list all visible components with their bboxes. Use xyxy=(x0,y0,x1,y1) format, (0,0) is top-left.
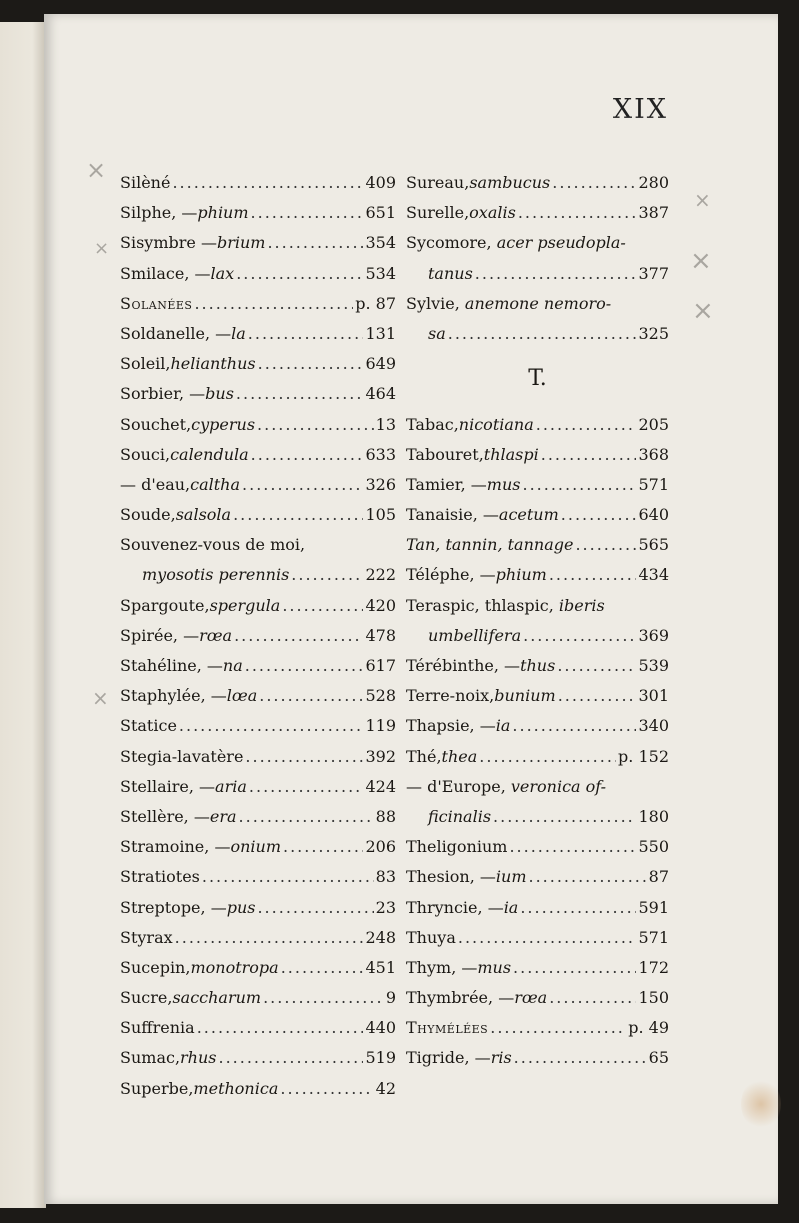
entry-page-ref: 119 xyxy=(365,716,396,736)
entry-latin-name: salsola xyxy=(175,505,232,525)
entry-page-ref: 519 xyxy=(365,1048,396,1068)
leader-dots xyxy=(281,953,364,983)
entry-latin-name: phium xyxy=(495,565,547,585)
entry-page-ref: 528 xyxy=(365,686,396,706)
entry-page-ref: 9 xyxy=(385,988,396,1008)
leader-dots xyxy=(283,832,363,862)
entry-term: Soldanelle, — xyxy=(120,323,232,343)
leader-dots xyxy=(475,259,637,289)
entry-term: Smilace, — xyxy=(120,263,211,283)
entry-latin-name: umbellifera xyxy=(428,625,522,645)
entry-page-ref: 392 xyxy=(365,746,396,766)
leader-dots xyxy=(236,379,364,409)
index-entry xyxy=(120,198,396,228)
entry-term: Spirée, — xyxy=(120,625,200,645)
entry-page-ref: 180 xyxy=(638,806,669,826)
entry-term: Tamier, — xyxy=(406,474,487,494)
entry-term: Souvenez-vous de moi, xyxy=(120,535,306,555)
entry-page-ref: 464 xyxy=(365,384,396,404)
entry-latin-name: acetum xyxy=(498,505,559,525)
entry-page-ref: 617 xyxy=(365,656,396,675)
index-entry xyxy=(120,530,396,560)
entry-term: — d'eau, xyxy=(120,474,191,494)
entry-page-ref: 424 xyxy=(365,776,396,796)
index-entry xyxy=(120,319,396,349)
entry-term: Silèné xyxy=(120,173,171,192)
leader-dots xyxy=(282,591,363,621)
leader-dots xyxy=(552,168,636,198)
entry-term: Thapsie, — xyxy=(406,716,496,736)
entry-page-ref: 368 xyxy=(638,444,669,464)
index-entry xyxy=(120,742,396,772)
entry-latin-name: mus xyxy=(486,474,521,494)
entry-latin-name: acer pseudopla- xyxy=(496,233,626,253)
index-entry xyxy=(406,923,669,953)
index-entry xyxy=(120,862,396,892)
entry-page-ref: 172 xyxy=(638,957,669,977)
entry-page-ref: 206 xyxy=(365,837,396,857)
entry-page-ref: 301 xyxy=(638,686,669,706)
entry-latin-name: era xyxy=(209,806,237,826)
index-entry xyxy=(406,681,669,711)
entry-term: Sumac, xyxy=(120,1048,181,1068)
leader-dots xyxy=(248,319,364,349)
leader-dots xyxy=(257,410,374,440)
entry-term: Stellère, — xyxy=(120,806,210,826)
pencil-cross-mark: × xyxy=(94,238,110,259)
index-entry xyxy=(120,923,396,953)
leader-dots xyxy=(257,893,373,923)
leader-dots xyxy=(251,440,364,470)
index-entry xyxy=(406,1043,669,1073)
index-entry xyxy=(120,1043,396,1073)
index-entry xyxy=(406,500,669,530)
index-entry xyxy=(120,651,396,681)
entry-term: Staphylée, — xyxy=(120,686,227,706)
index-entry xyxy=(120,168,396,198)
leader-dots xyxy=(536,410,637,440)
entry-page-ref: 434 xyxy=(638,565,669,585)
leader-dots xyxy=(219,1043,364,1073)
entry-page-ref: 131 xyxy=(365,323,396,343)
entry-latin-name: ficinalis xyxy=(428,806,492,826)
leader-dots xyxy=(245,742,363,772)
index-entry xyxy=(406,651,669,681)
entry-latin-name: rœa xyxy=(199,625,233,645)
entry-term: Thuya xyxy=(406,927,456,947)
entry-page-ref: 369 xyxy=(638,625,669,645)
entry-term: Téléphe, — xyxy=(406,565,496,585)
index-entry xyxy=(406,893,669,923)
entry-page-ref: 65 xyxy=(648,1048,669,1068)
entry-term: Stratiotes xyxy=(120,867,200,887)
leader-dots xyxy=(549,983,636,1013)
leader-dots xyxy=(558,681,637,711)
leader-dots xyxy=(490,1013,626,1043)
index-column-left xyxy=(120,168,396,1104)
leader-dots xyxy=(528,862,646,892)
index-entry xyxy=(406,983,669,1013)
leader-dots xyxy=(479,742,616,772)
leader-dots xyxy=(249,772,364,802)
index-entry xyxy=(120,591,396,621)
entry-page-ref: 633 xyxy=(365,444,396,464)
leader-dots xyxy=(458,923,637,953)
entry-page-ref: 420 xyxy=(365,595,396,615)
leader-dots xyxy=(251,198,364,228)
entry-term: Thymbrée, — xyxy=(406,988,515,1008)
entry-latin-name: helianthus xyxy=(170,354,256,374)
entry-term: Tabouret, xyxy=(406,444,484,464)
leader-dots xyxy=(520,893,636,923)
index-entry xyxy=(120,410,396,440)
paper-stain xyxy=(741,1078,781,1130)
index-entry xyxy=(406,410,669,440)
entry-term: Sycomore, xyxy=(406,233,497,253)
page-number: XIX xyxy=(612,94,668,125)
index-entry xyxy=(406,591,669,621)
entry-latin-name: bunium xyxy=(494,686,556,706)
entry-latin-name: ia xyxy=(503,897,519,917)
entry-page-ref: 591 xyxy=(638,897,669,917)
entry-latin-name: ium xyxy=(495,867,527,887)
index-entry xyxy=(406,440,669,470)
index-entry xyxy=(120,259,396,289)
entry-latin-name: monotropa xyxy=(190,957,279,977)
index-entry xyxy=(406,621,669,651)
index-entry xyxy=(120,953,396,983)
entry-term: Teraspic, thlaspic, xyxy=(406,595,559,615)
index-entry xyxy=(120,1013,396,1043)
entry-term: Tabac, xyxy=(406,414,459,434)
index-entry xyxy=(120,802,396,832)
entry-page-ref: 539 xyxy=(638,656,669,676)
pencil-cross-mark: × xyxy=(692,296,714,326)
index-entry xyxy=(120,893,396,923)
entry-term: Sorbier, — xyxy=(120,384,206,404)
entry-latin-name: aria xyxy=(215,776,247,796)
entry-term: Stahéline, — xyxy=(120,656,223,675)
entry-term: Sucepin, xyxy=(120,957,191,977)
entry-latin-name: veronica of- xyxy=(510,776,607,796)
entry-page-ref: 640 xyxy=(638,505,669,525)
entry-page-ref: 534 xyxy=(365,263,396,283)
entry-page-ref: 222 xyxy=(365,565,396,585)
entry-term: Silphe, — xyxy=(120,203,198,223)
entry-term: Solanées xyxy=(120,293,193,313)
entry-latin-name: oxalis xyxy=(469,203,516,223)
entry-page-ref: 387 xyxy=(638,203,669,223)
entry-page-ref: 83 xyxy=(375,867,396,887)
entry-latin-name: la xyxy=(231,323,246,343)
index-entry xyxy=(406,560,669,590)
entry-term: Styrax xyxy=(120,927,173,947)
index-entry xyxy=(120,832,396,862)
leader-dots xyxy=(236,259,363,289)
entry-page-ref: 23 xyxy=(375,897,396,917)
index-entry xyxy=(120,500,396,530)
index-entry xyxy=(120,379,396,409)
entry-term: Tigride, — xyxy=(406,1048,491,1068)
entry-term: Streptope, — xyxy=(120,897,227,917)
pencil-cross-mark: × xyxy=(690,246,712,276)
entry-page-ref: 651 xyxy=(365,203,396,223)
entry-latin-name: cyperus xyxy=(191,414,256,434)
entry-term: Stellaire, — xyxy=(120,776,216,796)
index-entry xyxy=(406,772,669,802)
index-entry xyxy=(406,530,669,560)
entry-page-ref: 105 xyxy=(365,505,396,525)
entry-page-ref: 326 xyxy=(365,474,396,494)
leader-dots xyxy=(493,802,636,832)
entry-term: Superbe, xyxy=(120,1078,194,1098)
leader-dots xyxy=(514,1043,647,1073)
entry-term: Statice xyxy=(120,716,177,736)
index-entry xyxy=(406,711,669,741)
entry-page-ref: 42 xyxy=(375,1078,396,1098)
leader-dots xyxy=(172,168,363,198)
entry-term: Surelle, xyxy=(406,203,470,223)
entry-page-ref: p. 87 xyxy=(355,293,396,313)
entry-page-ref: 13 xyxy=(375,414,396,434)
index-entry xyxy=(406,832,669,862)
leader-dots xyxy=(561,500,637,530)
entry-latin-name: methonica xyxy=(193,1078,279,1098)
pencil-cross-mark: × xyxy=(694,188,711,212)
entry-latin-name: tanus xyxy=(428,263,473,283)
entry-latin-name: lœa xyxy=(226,686,258,706)
leader-dots xyxy=(557,651,636,681)
entry-latin-name: thus xyxy=(520,656,556,676)
entry-term: Theligonium xyxy=(406,837,508,857)
index-entry xyxy=(120,560,396,590)
index-entry xyxy=(120,289,396,319)
entry-latin-name: saccharum xyxy=(172,988,262,1008)
leader-dots xyxy=(541,440,637,470)
leader-dots xyxy=(509,832,636,862)
index-entry xyxy=(120,1074,396,1104)
leader-dots xyxy=(245,651,364,681)
index-entry xyxy=(120,470,396,500)
entry-latin-name: bus xyxy=(205,384,234,404)
leader-dots xyxy=(513,953,636,983)
entry-term: Stegia-lavatère xyxy=(120,746,244,766)
entry-page-ref: 451 xyxy=(365,957,396,977)
leader-dots xyxy=(194,289,353,319)
entry-term: Thesion, — xyxy=(406,867,496,887)
entry-page-ref: 440 xyxy=(365,1018,396,1038)
entry-page-ref: 88 xyxy=(375,806,396,826)
index-entry xyxy=(120,228,396,258)
index-entry xyxy=(406,742,669,772)
index-entry xyxy=(406,259,669,289)
entry-term: Suffrenia xyxy=(120,1018,195,1038)
entry-latin-name: ris xyxy=(490,1048,512,1068)
entry-latin-name: nicotiana xyxy=(458,414,534,434)
leader-dots xyxy=(549,560,637,590)
book-page xyxy=(44,14,778,1204)
entry-page-ref: 325 xyxy=(638,323,669,343)
entry-term: Sisymbre — xyxy=(120,233,217,253)
index-entry xyxy=(120,440,396,470)
entry-term: Thé, xyxy=(406,746,442,766)
index-entry xyxy=(406,1013,669,1043)
index-entry xyxy=(406,198,669,228)
entry-latin-name: thea xyxy=(441,746,478,766)
pencil-cross-mark: × xyxy=(86,156,107,184)
leader-dots xyxy=(575,530,636,560)
entry-page-ref: 340 xyxy=(638,716,669,736)
entry-page-ref: 565 xyxy=(638,535,669,555)
index-entry xyxy=(406,862,669,892)
entry-latin-name: spergula xyxy=(209,595,281,615)
entry-term: Thym, — xyxy=(406,957,478,977)
entry-term: — d'Europe, xyxy=(406,776,511,796)
entry-latin-name: pus xyxy=(226,897,256,917)
entry-latin-name: iberis xyxy=(558,595,605,615)
index-entry xyxy=(120,621,396,651)
entry-latin-name: mus xyxy=(477,957,512,977)
leader-dots xyxy=(259,681,363,711)
index-entry xyxy=(120,983,396,1013)
index-column-right xyxy=(406,168,669,1074)
entry-latin-name: lax xyxy=(210,263,235,283)
entry-term: Stramoine, — xyxy=(120,837,231,857)
entry-page-ref: p. 152 xyxy=(618,746,669,766)
index-entry xyxy=(406,228,669,258)
facing-page-edge xyxy=(0,22,46,1208)
entry-term: Térébinthe, — xyxy=(406,656,521,676)
index-entry xyxy=(120,349,396,379)
leader-dots xyxy=(242,470,363,500)
index-entry xyxy=(120,711,396,741)
entry-page-ref: 280 xyxy=(638,173,669,192)
entry-term: Thryncie, — xyxy=(406,897,504,917)
leader-dots xyxy=(179,711,364,741)
leader-dots xyxy=(263,983,384,1013)
entry-latin-name: phium xyxy=(197,203,249,223)
entry-term: Spargoute, xyxy=(120,595,210,615)
index-entry xyxy=(120,681,396,711)
entry-term: Soleil, xyxy=(120,354,171,374)
entry-latin-name: onium xyxy=(230,837,281,857)
index-entry xyxy=(406,289,669,319)
entry-term: Sureau, xyxy=(406,173,470,192)
entry-latin-name: thlaspi xyxy=(483,444,539,464)
leader-dots xyxy=(202,862,374,892)
index-entry xyxy=(406,168,669,198)
entry-term: Tanaisie, — xyxy=(406,505,499,525)
leader-dots xyxy=(291,560,363,590)
entry-latin-name: na xyxy=(222,656,243,675)
entry-term: Sylvie, xyxy=(406,293,465,313)
entry-page-ref: 150 xyxy=(638,988,669,1008)
leader-dots xyxy=(448,319,637,349)
leader-dots xyxy=(522,470,636,500)
entry-term: Thymélées xyxy=(406,1018,489,1038)
entry-latin-name: brium xyxy=(216,233,266,253)
leader-dots xyxy=(197,1013,364,1043)
entry-page-ref: p. 49 xyxy=(628,1018,669,1038)
index-entry xyxy=(406,953,669,983)
entry-term: Soude, xyxy=(120,505,176,525)
index-entry xyxy=(406,319,669,349)
leader-dots xyxy=(239,802,374,832)
entry-latin-name: caltha xyxy=(190,474,241,494)
leader-dots xyxy=(512,711,636,741)
leader-dots xyxy=(267,228,363,258)
entry-page-ref: 478 xyxy=(365,625,396,645)
entry-latin-name: ia xyxy=(495,716,511,736)
entry-page-ref: 377 xyxy=(638,263,669,283)
pencil-cross-mark: × xyxy=(92,686,109,710)
entry-latin-name: sa xyxy=(428,323,446,343)
entry-term: Souci, xyxy=(120,444,171,464)
entry-latin-name: myosotis perennis xyxy=(142,565,290,585)
entry-term: Souchet, xyxy=(120,414,192,434)
leader-dots xyxy=(234,621,363,651)
leader-dots xyxy=(280,1074,373,1104)
leader-dots xyxy=(233,500,363,530)
index-entry xyxy=(406,802,669,832)
entry-latin-name: rœa xyxy=(514,988,548,1008)
entry-latin-name: calendula xyxy=(170,444,249,464)
entry-page-ref: 550 xyxy=(638,837,669,857)
entry-latin-name: anemone nemoro- xyxy=(464,293,612,313)
entry-term: Sucre, xyxy=(120,988,173,1008)
entry-page-ref: 205 xyxy=(638,414,669,434)
entry-page-ref: 571 xyxy=(638,927,669,947)
entry-term: Terre-noix, xyxy=(406,686,495,706)
entry-page-ref: 248 xyxy=(365,927,396,947)
entry-latin-name: Tan, tannin, tannage xyxy=(406,535,574,555)
leader-dots xyxy=(258,349,364,379)
entry-page-ref: 571 xyxy=(638,474,669,494)
entry-page-ref: 87 xyxy=(648,867,669,887)
entry-page-ref: 649 xyxy=(365,354,396,374)
entry-latin-name: sambucus xyxy=(469,173,551,192)
leader-dots xyxy=(518,198,637,228)
index-entry xyxy=(120,772,396,802)
entry-page-ref: 354 xyxy=(365,233,396,253)
index-entry xyxy=(406,470,669,500)
section-letter: T. xyxy=(528,366,547,392)
leader-dots xyxy=(175,923,364,953)
leader-dots xyxy=(523,621,636,651)
entry-latin-name: rhus xyxy=(180,1048,217,1068)
entry-page-ref: 409 xyxy=(365,173,396,192)
